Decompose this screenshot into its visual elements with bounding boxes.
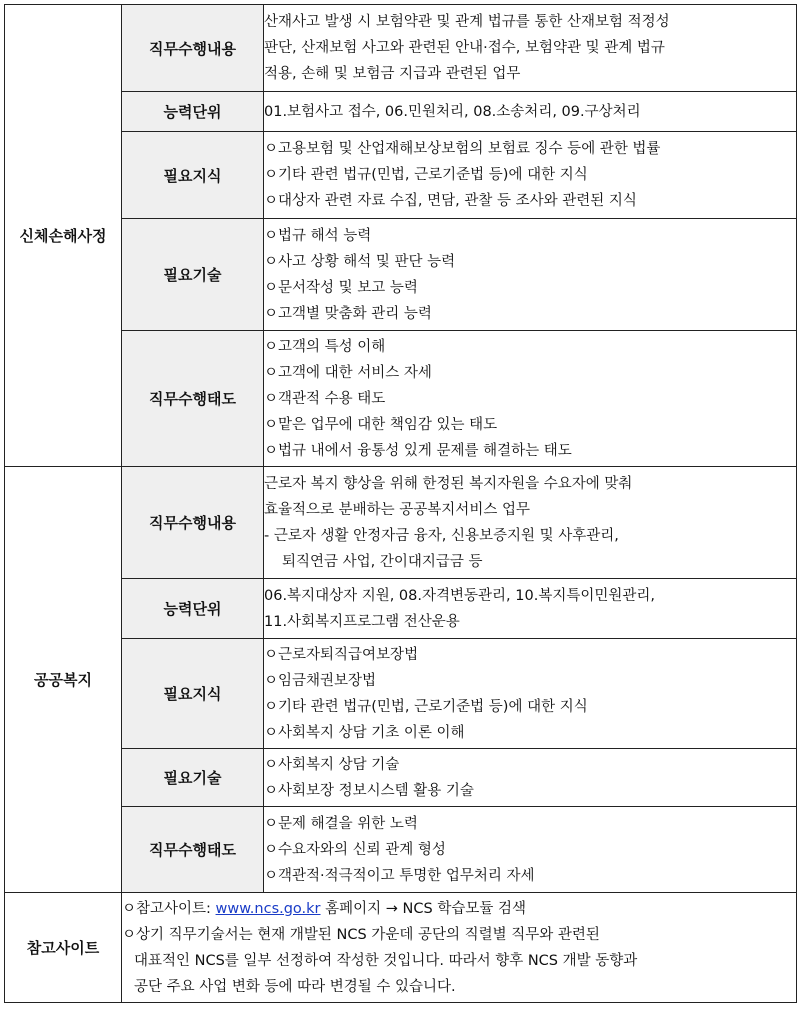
content-line: ㅇ고객에 대한 서비스 자세 <box>264 364 432 381</box>
reference-note-line: ㅇ상기 직무기술서는 현재 개발된 NCS 가운데 공단의 직렬별 직무와 관련된 <box>122 926 600 943</box>
row-label: 직무수행태도 <box>122 331 264 467</box>
content-line: ㅇ수요자와의 신뢰 관계 형성 <box>264 841 446 858</box>
content-line: ㅇ법규 내에서 융통성 있게 문제를 해결하는 태도 <box>264 442 572 459</box>
content-line: ㅇ고객별 맞춤화 관리 능력 <box>264 305 432 322</box>
content-line: ㅇ사고 상황 해석 및 판단 능력 <box>264 253 456 270</box>
content-line: 근로자 복지 향상을 위해 한정된 복지자원을 수요자에 맞춰 <box>264 475 633 492</box>
row-content <box>264 749 797 807</box>
table-row <box>5 579 797 639</box>
table-row <box>5 807 797 893</box>
row-label: 필요지식 <box>122 132 264 219</box>
row-content <box>264 467 797 579</box>
row-content <box>264 92 797 132</box>
row-label: 필요지식 <box>122 639 264 749</box>
row-content <box>264 639 797 749</box>
content-line: ㅇ맡은 업무에 대한 책임감 있는 태도 <box>264 416 498 433</box>
row-label: 능력단위 <box>122 92 264 132</box>
job-description-table <box>4 4 797 1003</box>
reference-site-suffix: 홈페이지 → NCS 학습모듈 검색 <box>320 900 526 917</box>
job-description-page <box>4 4 796 1003</box>
content-line: ㅇ법규 해석 능력 <box>264 227 372 244</box>
row-label: 필요기술 <box>122 219 264 331</box>
reference-note-line: 공단 주요 사업 변화 등에 따라 변경될 수 있습니다. <box>134 978 456 995</box>
row-content <box>264 331 797 467</box>
row-content <box>264 132 797 219</box>
reference-site-prefix: ㅇ참고사이트: <box>122 900 216 917</box>
reference-note-line: 대표적인 NCS를 일부 선정하여 작성한 것입니다. 따라서 향후 NCS 개발 동향과 <box>134 952 638 969</box>
row-label: 직무수행내용 <box>122 467 264 579</box>
content-line: ㅇ문서작성 및 보고 능력 <box>264 279 418 296</box>
row-label: 직무수행내용 <box>122 5 264 92</box>
row-label: 직무수행태도 <box>122 807 264 893</box>
content-line: 01.보험사고 접수, 06.민원처리, 08.소송처리, 09.구상처리 <box>264 103 641 120</box>
category-cell: 신체손해사정 <box>5 5 122 467</box>
content-line: ㅇ객관적 수용 태도 <box>264 390 386 407</box>
reference-row <box>5 893 797 1003</box>
table-row <box>5 331 797 467</box>
content-line: ㅇ사회보장 정보시스템 활용 기술 <box>264 782 474 799</box>
row-label: 필요기술 <box>122 749 264 807</box>
table-row <box>5 639 797 749</box>
content-line: ㅇ사회복지 상담 기초 이론 이해 <box>264 724 465 741</box>
table-row <box>5 467 797 579</box>
row-label: 능력단위 <box>122 579 264 639</box>
content-line: ㅇ고용보험 및 산업재해보상보험의 보험료 징수 등에 관한 법률 <box>264 141 661 157</box>
content-line: 산재사고 발생 시 보험약관 및 관계 법규를 통한 산재보험 적정성 <box>264 14 670 30</box>
reference-site-line <box>122 896 796 922</box>
content-line: ㅇ객관적·적극적이고 투명한 업무처리 자세 <box>264 867 535 884</box>
content-line: - 근로자 생활 안정자금 융자, 신용보증지원 및 사후관리, <box>264 527 619 544</box>
content-line: 11.사회복지프로그램 전산운용 <box>264 613 460 630</box>
content-line: 효율적으로 분배하는 공공복지서비스 업무 <box>264 501 530 518</box>
content-line: 판단, 산재보험 사고와 관련된 안내·접수, 보험약관 및 관계 법규 <box>264 40 665 56</box>
reference-content <box>122 893 797 1003</box>
content-line: ㅇ고객의 특성 이해 <box>264 338 386 355</box>
content-line: ㅇ기타 관련 법규(민법, 근로기준법 등)에 대한 지식 <box>264 167 588 183</box>
row-content <box>264 807 797 893</box>
ncs-site-link[interactable]: www.ncs.go.kr <box>215 900 321 917</box>
table-row <box>5 219 797 331</box>
content-line: ㅇ임금채권보장법 <box>264 672 377 689</box>
content-line: 적용, 손해 및 보험금 지급과 관련된 업무 <box>264 66 521 82</box>
reference-label: 참고사이트 <box>5 893 122 1003</box>
row-content <box>264 219 797 331</box>
table-row <box>5 132 797 219</box>
content-line: ㅇ사회복지 상담 기술 <box>264 756 400 773</box>
content-line: ㅇ기타 관련 법규(민법, 근로기준법 등)에 대한 지식 <box>264 698 588 715</box>
category-cell: 공공복지 <box>5 467 122 893</box>
row-content <box>264 5 797 92</box>
content-line: ㅇ근로자퇴직급여보장법 <box>264 646 419 663</box>
content-line: ㅇ문제 해결을 위한 노력 <box>264 815 418 832</box>
table-row <box>5 5 797 92</box>
content-line: 06.복지대상자 지원, 08.자격변동관리, 10.복지특이민원관리, <box>264 587 655 604</box>
content-line: ㅇ대상자 관련 자료 수집, 면담, 관찰 등 조사와 관련된 지식 <box>264 193 637 209</box>
row-content <box>264 579 797 639</box>
content-line: 퇴직연금 사업, 간이대지급금 등 <box>282 553 483 570</box>
table-row <box>5 92 797 132</box>
table-row <box>5 749 797 807</box>
